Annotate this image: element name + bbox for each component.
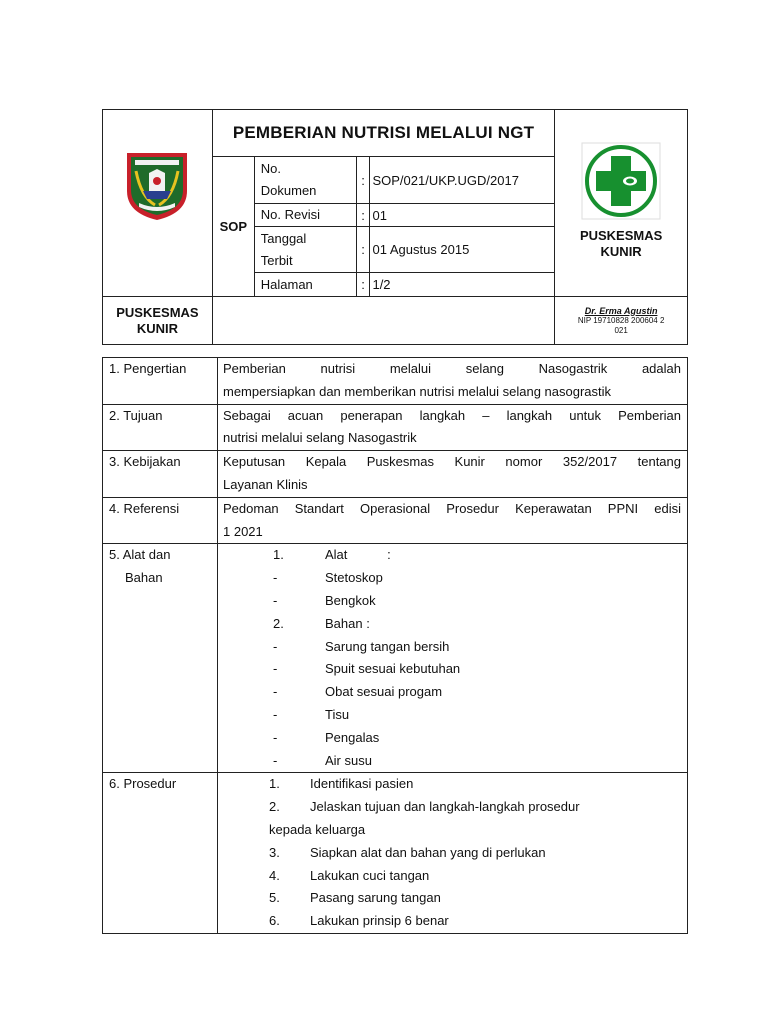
list-text: Pengalas xyxy=(325,729,380,745)
meta-value-halaman: 1/2 xyxy=(370,273,555,297)
meta-colon: : xyxy=(356,273,370,297)
list-text: Bengkok xyxy=(325,592,376,608)
signatory-nip: NIP 19710828 200604 2 xyxy=(577,315,665,325)
procedure-step xyxy=(223,865,681,888)
step-text: Pasang sarung tangan xyxy=(310,890,441,906)
kabupaten-lumajang-crest-icon xyxy=(121,147,193,223)
section-label: 4. Referensi xyxy=(103,497,218,544)
row-pengertian xyxy=(103,358,688,405)
step-number: 1. xyxy=(269,776,280,792)
procedure-step xyxy=(223,842,681,865)
section-content: Keputusan Kepala Puskesmas Kunir nomor 352/2017 tentang Layanan Klinis xyxy=(218,451,688,498)
list-marker: - xyxy=(273,729,278,745)
puskesmas-logo-cell xyxy=(555,110,688,297)
regency-logo-cell xyxy=(103,110,213,297)
step-text: Jelaskan tujuan dan langkah-langkah prosedur xyxy=(310,799,580,815)
list-item xyxy=(223,658,681,681)
procedure-step xyxy=(223,887,681,910)
document-title: PEMBERIAN NUTRISI MELALUI NGT xyxy=(212,110,554,157)
list-item xyxy=(223,544,681,567)
list-text: Stetoskop xyxy=(325,570,383,586)
row-kebijakan xyxy=(103,451,688,498)
puskesmas-left-name: PUSKESMAS KUNIR xyxy=(103,297,213,345)
section-label: 1. Pengertian xyxy=(103,358,218,405)
list-item xyxy=(223,590,681,613)
section-content xyxy=(218,544,688,773)
row-referensi xyxy=(103,497,688,544)
section-content: Pemberian nutrisi melalui selang Nasogastrik adalah mempersiapkan dan memberikan nutrisi melalui selang nasograstik xyxy=(218,358,688,405)
meta-value-no-revisi: 01 xyxy=(370,204,555,227)
list-marker: - xyxy=(273,684,278,700)
procedure-step-continuation: kepada keluarga xyxy=(269,821,366,837)
signatory-block xyxy=(555,297,688,345)
step-text: Lakukan prinsip 6 benar xyxy=(310,913,449,929)
section-label: 3. Kebijakan xyxy=(103,451,218,498)
list-item xyxy=(223,727,681,750)
procedure-step xyxy=(223,796,681,819)
list-item xyxy=(223,750,681,773)
step-text: Identifikasi pasien xyxy=(310,776,414,792)
list-marker: - xyxy=(273,592,278,608)
list-marker: - xyxy=(273,570,278,586)
puskesmas-name-line: PUSKESMAS xyxy=(579,228,663,243)
list-marker: - xyxy=(273,661,278,677)
list-item xyxy=(223,704,681,727)
meta-value-tanggal-terbit: 01 Agustus 2015 xyxy=(370,227,555,273)
list-item xyxy=(223,567,681,590)
signatory-nip: 021 xyxy=(614,325,628,335)
list-text: Tisu xyxy=(325,706,350,722)
sop-header-table xyxy=(102,109,688,345)
list-marker: - xyxy=(273,706,278,722)
list-item xyxy=(223,613,681,636)
meta-colon: : xyxy=(356,227,370,273)
list-item xyxy=(223,636,681,659)
list-text: Bahan : xyxy=(325,615,370,631)
step-number: 5. xyxy=(269,890,280,906)
section-content xyxy=(218,773,688,934)
section-content: Sebagai acuan penerapan langkah – langkah untuk Pemberian nutrisi melalui selang Nasogastrik xyxy=(218,404,688,451)
list-text: Air susu xyxy=(325,752,372,768)
blank-signature-area xyxy=(212,297,554,345)
puskesmas-name-line: KUNIR xyxy=(600,244,642,259)
step-number: 3. xyxy=(269,844,280,860)
procedure-step xyxy=(223,773,681,796)
row-alat-bahan xyxy=(103,544,688,773)
meta-colon: : xyxy=(356,157,370,204)
list-text: Spuit sesuai kebutuhan xyxy=(325,661,461,677)
section-label: 6. Prosedur xyxy=(103,773,218,934)
list-text: Sarung tangan bersih xyxy=(325,638,450,654)
row-tujuan xyxy=(103,404,688,451)
green-cross-icon xyxy=(581,142,661,220)
step-number: 4. xyxy=(269,867,280,883)
meta-label-halaman: Halaman xyxy=(254,273,356,297)
section-content: Pedoman Standart Operasional Prosedur Keperawatan PPNI edisi 1 2021 xyxy=(218,497,688,544)
meta-label-no-dokumen: No. Dokumen xyxy=(254,157,356,204)
sop-content-table xyxy=(102,357,688,934)
list-text: Obat sesuai progam xyxy=(325,684,443,700)
list-item xyxy=(223,681,681,704)
sop-label: SOP xyxy=(212,157,254,297)
row-prosedur xyxy=(103,773,688,934)
meta-label-no-revisi: No. Revisi xyxy=(254,204,356,227)
section-label: 2. Tujuan xyxy=(103,404,218,451)
step-text: Siapkan alat dan bahan yang di perlukan xyxy=(310,844,546,860)
signatory-name: Dr. Erma Agustin xyxy=(584,305,658,316)
list-marker: 1. xyxy=(273,547,284,563)
step-number: 6. xyxy=(269,913,280,929)
section-label: 5. Alat dan Bahan xyxy=(103,544,218,773)
meta-label-tanggal-terbit: Tanggal Terbit xyxy=(254,227,356,273)
meta-colon: : xyxy=(356,204,370,227)
list-text: Alat : xyxy=(325,547,391,563)
step-number: 2. xyxy=(269,799,280,815)
procedure-step xyxy=(223,910,681,933)
list-marker: - xyxy=(273,752,278,768)
list-marker: - xyxy=(273,638,278,654)
step-text: Lakukan cuci tangan xyxy=(310,867,430,883)
list-marker: 2. xyxy=(273,615,284,631)
meta-value-no-dokumen: SOP/021/UKP.UGD/2017 xyxy=(370,157,555,204)
